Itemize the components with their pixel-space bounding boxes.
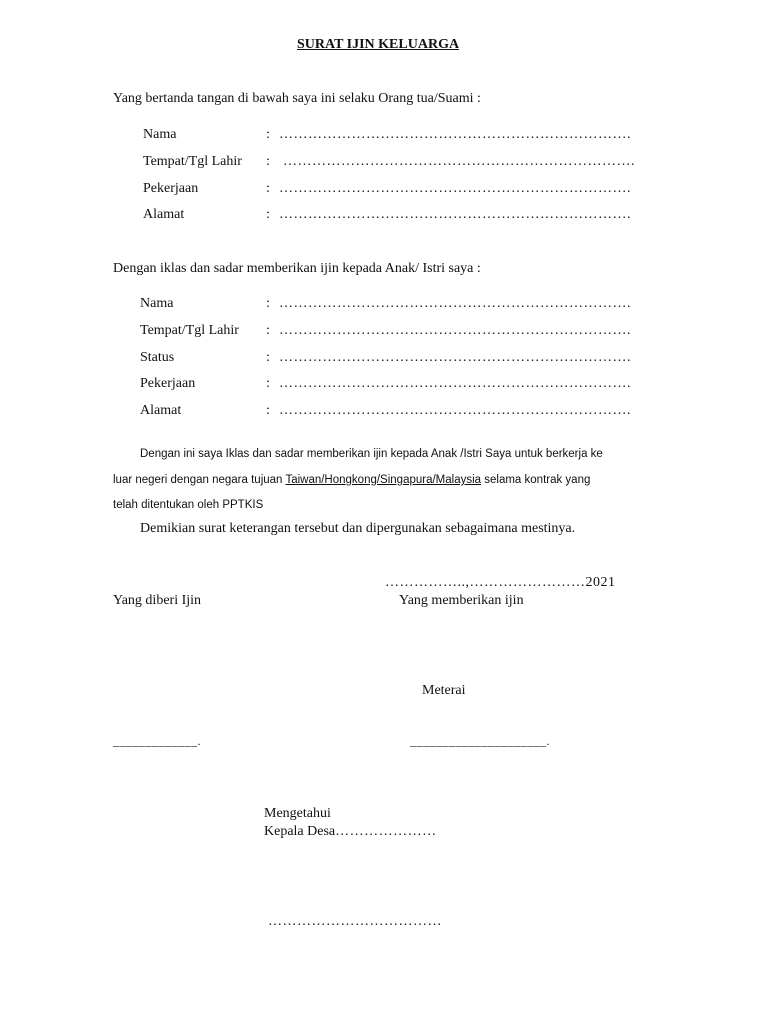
child-status-label: Status — [140, 350, 175, 365]
child-birth-field[interactable]: ………………………………………………………………. — [279, 323, 631, 338]
parent-job-label: Pekerjaan — [143, 181, 199, 196]
field-colon: : — [266, 403, 270, 418]
giver-signature-line[interactable]: _____________________. — [410, 734, 550, 748]
child-name-field[interactable]: ………………………………………………………………. — [279, 296, 631, 311]
consent-intro: Dengan iklas dan sadar memberikan ijin kepada Anak/ Istri saya : — [113, 261, 481, 276]
child-job-field[interactable]: ………………………………………………………………. — [279, 376, 631, 391]
child-job-label: Pekerjaan — [140, 376, 196, 391]
field-colon: : — [266, 207, 270, 222]
parent-name-field[interactable]: ………………………………………………………………. — [279, 127, 631, 142]
permission-paragraph-line-2 — [113, 472, 590, 488]
field-colon: : — [266, 181, 270, 196]
parent-address-field[interactable]: ………………………………………………………………. — [279, 207, 631, 222]
parent-address-label: Alamat — [143, 207, 185, 222]
field-colon: : — [266, 296, 270, 311]
field-colon: : — [266, 376, 270, 391]
village-head-signature-line[interactable]: ……………………………… — [268, 914, 442, 929]
acknowledge-label: Mengetahui — [264, 806, 331, 821]
child-birth-label: Tempat/Tgl Lahir — [140, 323, 239, 338]
village-head-row — [264, 824, 437, 840]
parent-birth-label: Tempat/Tgl Lahir — [143, 154, 242, 169]
parent-job-field[interactable]: ………………………………………………………………. — [279, 181, 631, 196]
destination-countries: Taiwan/Hongkong/Singapura/Malaysia — [285, 474, 482, 486]
parent-intro: Yang bertanda tangan di bawah saya ini selaku Orang tua/Suami : — [113, 91, 481, 106]
child-name-label: Nama — [140, 296, 174, 311]
child-status-field[interactable]: ………………………………………………………………. — [279, 350, 631, 365]
recipient-signature-line[interactable]: _____________. — [113, 734, 201, 748]
permission-paragraph-line-1: Dengan ini saya Iklas dan sadar memberikan ijin kepada Anak /Istri Saya untuk berkerja ke — [140, 448, 603, 460]
paragraph-text: luar negeri dengan negara tujuan — [113, 474, 286, 486]
field-colon: : — [266, 154, 270, 169]
field-colon: : — [266, 127, 270, 142]
field-colon: : — [266, 323, 270, 338]
parent-name-label: Nama — [143, 127, 177, 142]
stamp-label: Meterai — [422, 683, 466, 698]
child-address-label: Alamat — [140, 403, 182, 418]
field-colon: : — [266, 350, 270, 365]
parent-birth-field[interactable]: ………………………………………………………………. — [283, 154, 635, 169]
document-title: SURAT IJIN KELUARGA — [297, 37, 460, 52]
paragraph-text: selama kontrak yang — [481, 474, 591, 486]
village-head-name-field[interactable]: ………………… — [335, 824, 437, 839]
recipient-label: Yang diberi Ijin — [113, 593, 202, 608]
date-line[interactable]: ……………..,……………………2021 — [385, 575, 616, 590]
permission-paragraph-line-3: telah ditentukan oleh PPTKIS — [113, 499, 264, 511]
child-address-field[interactable]: ………………………………………………………………. — [279, 403, 631, 418]
village-head-label: Kepala Desa — [264, 824, 336, 839]
giver-label: Yang memberikan ijin — [399, 593, 524, 608]
closing-statement: Demikian surat keterangan tersebut dan dipergunakan sebagaimana mestinya. — [140, 521, 576, 536]
